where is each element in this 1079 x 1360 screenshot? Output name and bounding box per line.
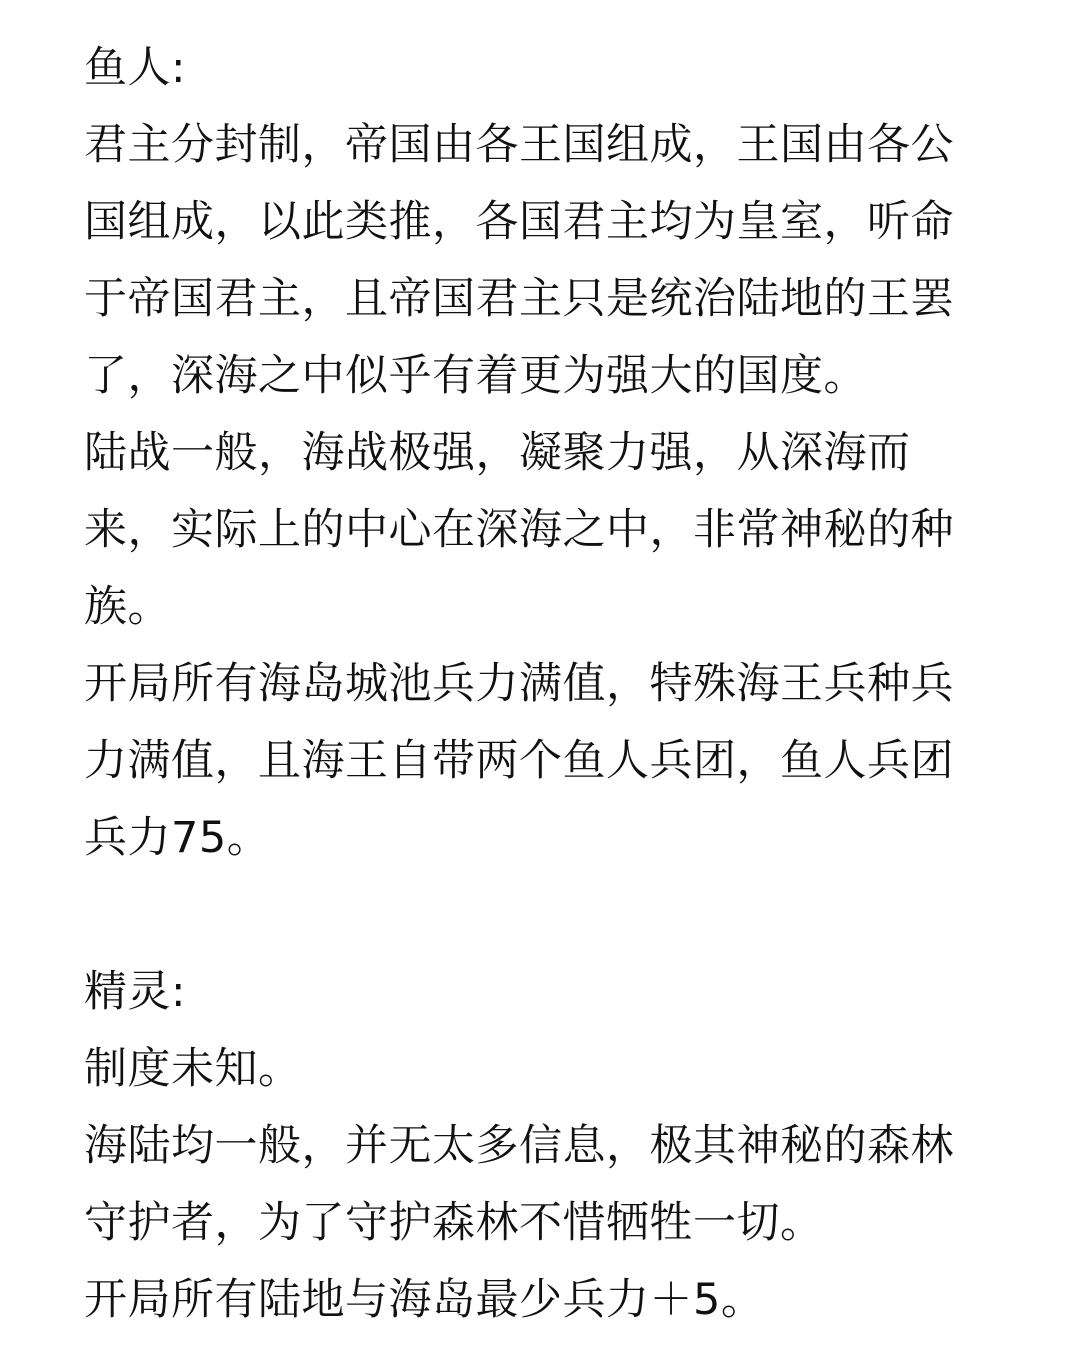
paragraph-line: 守护者，为了守护森林不惜牺牲一切。 bbox=[84, 1198, 824, 1248]
paragraph-line: 陆战一般，海战极强，凝聚力强，从深海而 bbox=[84, 428, 911, 478]
paragraph-line: 力满值，且海王自带两个鱼人兵团，鱼人兵团 bbox=[84, 736, 954, 786]
paragraph-line: 海陆均一般，并无太多信息，极其神秘的森林 bbox=[84, 1121, 954, 1171]
paragraph-line: 来，实际上的中心在深海之中，非常神秘的种 bbox=[84, 505, 954, 555]
paragraph-line: 制度未知。 bbox=[84, 1044, 302, 1094]
paragraph-line: 族。 bbox=[84, 582, 171, 632]
section-title: 鱼人: bbox=[84, 43, 186, 93]
section-title: 精灵: bbox=[84, 967, 186, 1017]
paragraph-line: 兵力75。 bbox=[84, 813, 271, 863]
section-spacer bbox=[84, 889, 994, 966]
paragraph-line: 开局所有陆地与海岛最少兵力＋5。 bbox=[84, 1275, 765, 1325]
section-elves bbox=[84, 966, 994, 1326]
document-body bbox=[84, 42, 994, 1351]
paragraph-line: 了，深海之中似乎有着更为强大的国度。 bbox=[84, 351, 867, 401]
paragraph-line: 国组成，以此类推，各国君主均为皇室，听命 bbox=[84, 197, 954, 247]
paragraph-line: 于帝国君主，且帝国君主只是统治陆地的王罢 bbox=[84, 274, 954, 324]
paragraph-line: 开局所有海岛城池兵力满值，特殊海王兵种兵 bbox=[84, 659, 954, 709]
section-merfolk bbox=[84, 42, 994, 864]
paragraph-line: 君主分封制，帝国由各王国组成，王国由各公 bbox=[84, 120, 954, 170]
